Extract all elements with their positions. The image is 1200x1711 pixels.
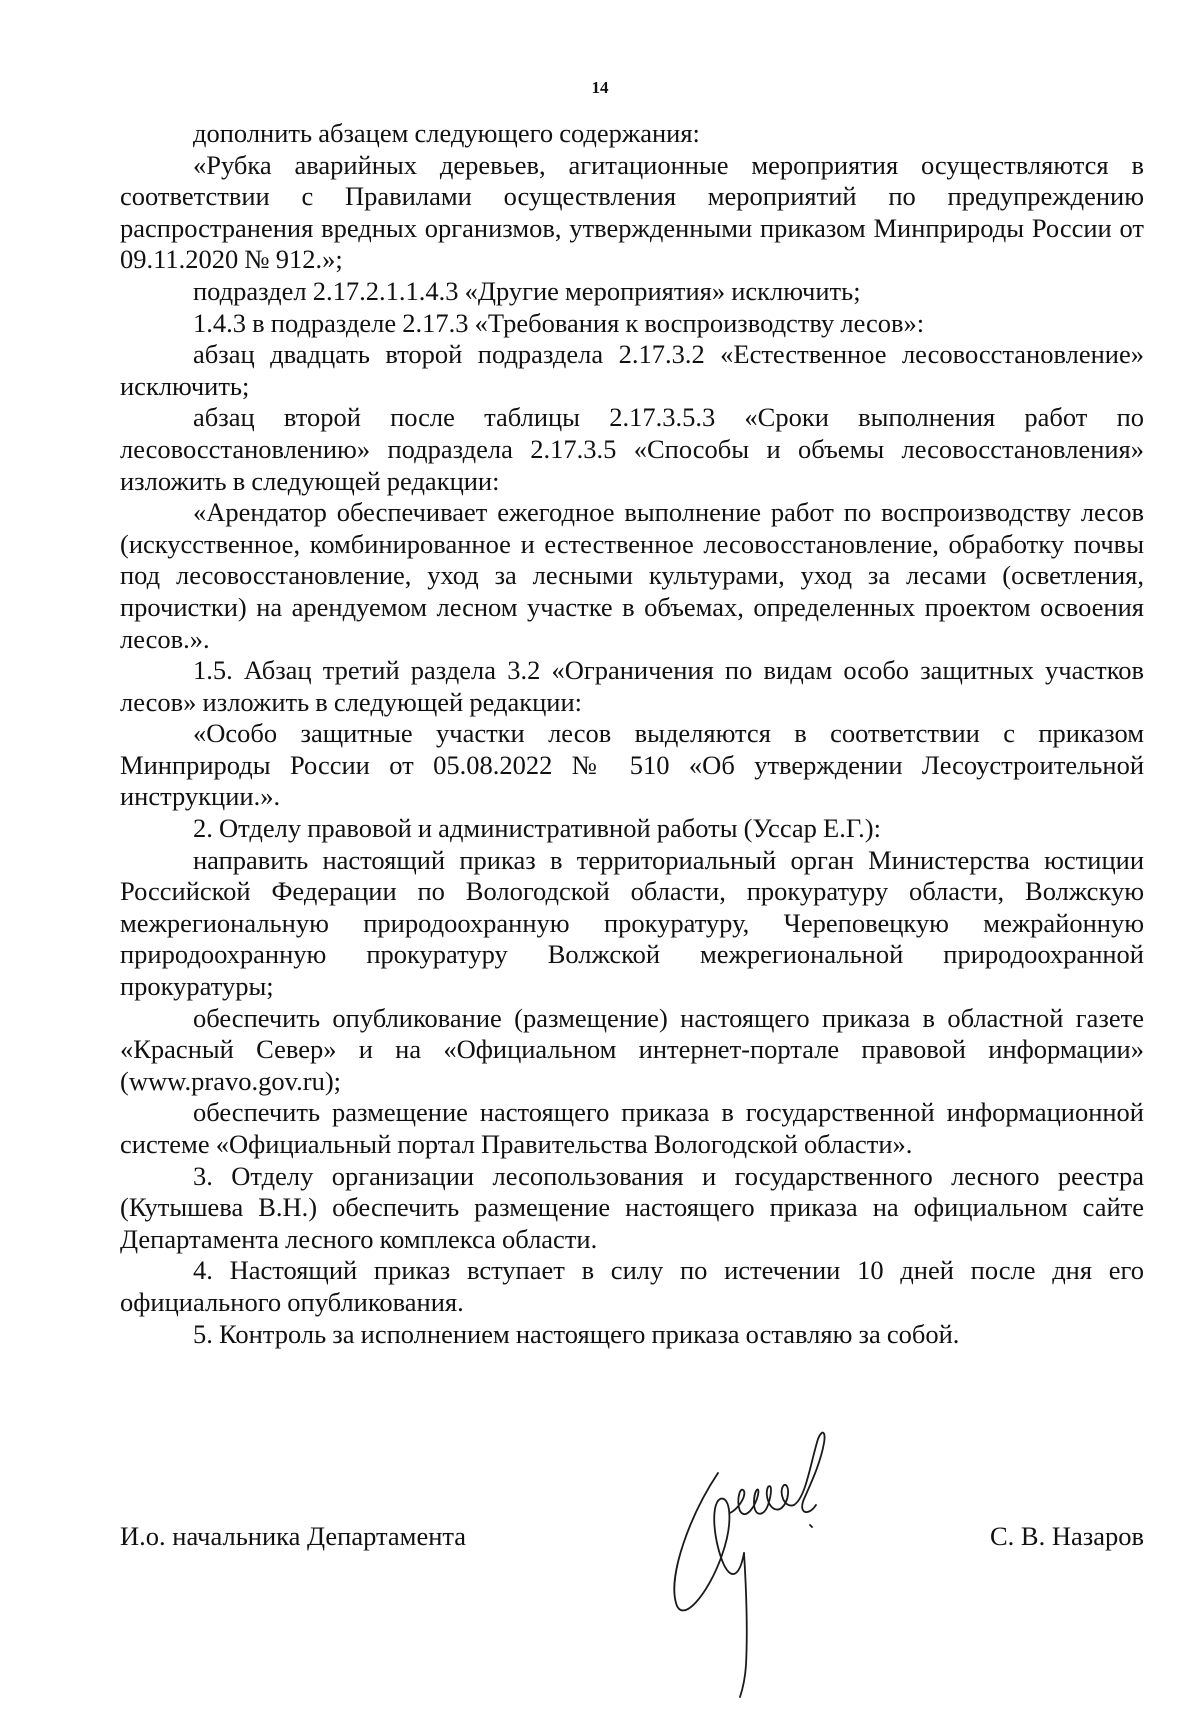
paragraph: 1.4.3 в подразделе 2.17.3 «Требования к воспроизводству лесов»: xyxy=(193,307,925,338)
paragraph: абзац второй после таблицы 2.17.3.5.3 «Сроки выполнения работ по лесовосстановлению» подраздела 2.17.3.5 «Способы и объемы лесовосстановления» изложить в следующей редакции: xyxy=(120,402,1144,496)
signatory-name: С. В. Назаров xyxy=(990,1521,1144,1551)
signatory-title: И.о. начальника Департамента xyxy=(120,1521,467,1551)
paragraph: 5. Контроль за исполнением настоящего приказа оставляю за собой. xyxy=(193,1318,960,1349)
paragraph: подраздел 2.17.2.1.1.4.3 «Другие мероприятия» исключить; xyxy=(193,275,861,306)
paragraph: 4. Настоящий приказ вступает в силу по истечении 10 дней после дня его официального опубликования. xyxy=(120,1255,1144,1317)
document-body xyxy=(120,118,1144,1350)
paragraph: «Рубка аварийных деревьев, агитационные мероприятия осуществляются в соответствии с Правилами осуществления мероприятий по предупреждению распространения вредных организмов, утвержденными приказом Минприроды России от 09.11.2020 № 912.»; xyxy=(120,149,1144,275)
paragraph: направить настоящий приказ в территориальный орган Министерства юстиции Российской Федерации по Вологодской области, прокуратуру области, Волжскую межрегиональную природоохранную прокуратуру, Череповецкую межрайонную природоохранную прокуратуру Волжской межрегиональной природоохранной прокуратуры; xyxy=(120,844,1144,1002)
paragraph: 2. Отделу правовой и административной работы (Уссар Е.Г.): xyxy=(193,813,881,844)
paragraph: 1.5. Абзац третий раздела 3.2 «Ограничения по видам особо защитных участков лесов» изложить в следующей редакции: xyxy=(120,655,1144,717)
paragraph: 3. Отделу организации лесопользования и государственного лесного реестра (Кутышева В.Н.) обеспечить размещение настоящего приказа на официальном сайте Департамента лесного комплекса области. xyxy=(120,1160,1144,1254)
paragraph: обеспечить опубликование (размещение) настоящего приказа в областной газете «Красный Север» и на «Официальном интернет-портале правовой информации» (www.pravo.gov.ru); xyxy=(120,1002,1144,1096)
paragraph: «Арендатор обеспечивает ежегодное выполнение работ по воспроизводству лесов (искусственное, комбинированное и естественное лесовосстановление, обработку почвы под лесовосстановление, уход за лесными культурами, уход за лесами (осветления, прочистки) на арендуемом лесном участке в объемах, определенных проектом освоения лесов.». xyxy=(120,497,1144,654)
paragraph: «Особо защитные участки лесов выделяются в соответствии с приказом Минприроды России от 05.08.2022 № 510 «Об утверждении Лесоустроительной инструкции.». xyxy=(120,718,1144,812)
handwritten-signature xyxy=(660,1425,860,1700)
paragraph: дополнить абзацем следующего содержания: xyxy=(193,118,700,148)
paragraph: абзац двадцать второй подраздела 2.17.3.2 «Естественное лесовосстановление» исключить; xyxy=(120,339,1144,401)
page-number: 14 xyxy=(591,78,609,97)
paragraph: обеспечить размещение настоящего приказа в государственной информационной системе «Официальный портал Правительства Вологодской области». xyxy=(120,1097,1144,1159)
